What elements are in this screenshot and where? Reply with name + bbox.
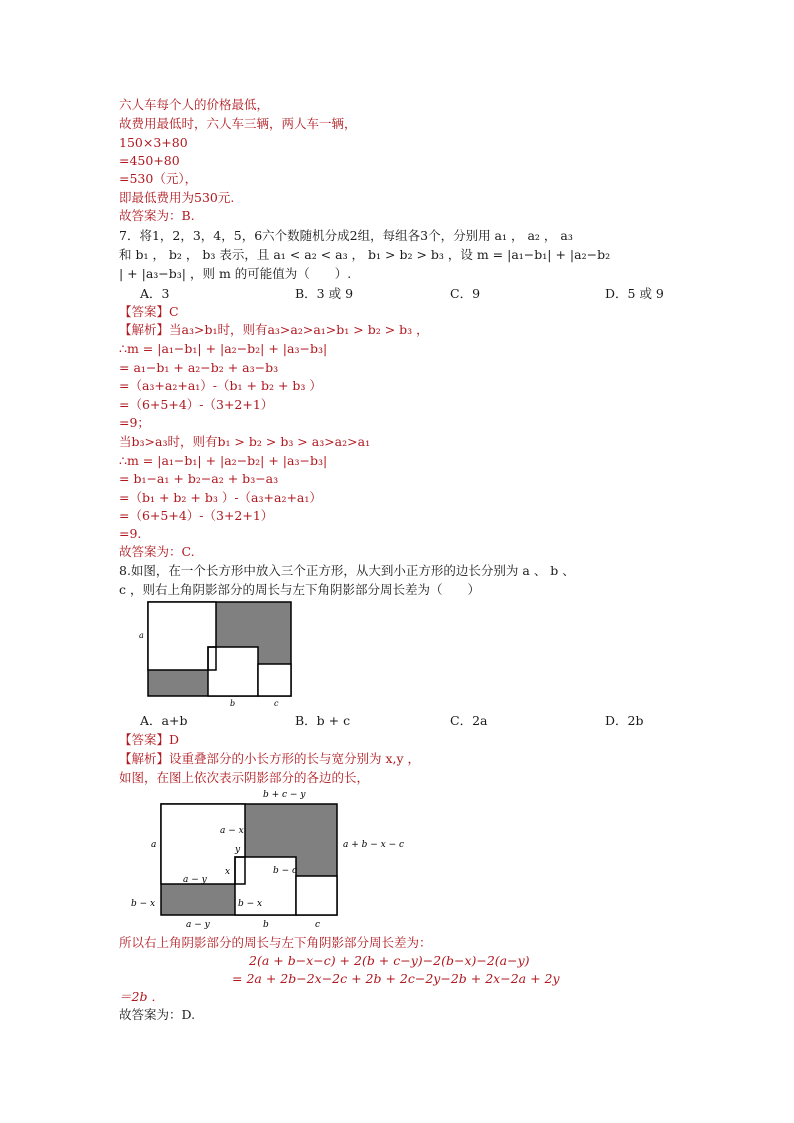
option-c: C．2a: [450, 713, 488, 728]
analysis-text: 当a₃>b₁时，则有a₃>a₂>a₁>b₁ > b₂ > b₃ ，: [169, 322, 429, 337]
answer-line: [119, 303, 179, 320]
answer-label: 【答案】: [119, 732, 170, 747]
label-a-minus-x: a − x: [220, 826, 244, 836]
analysis-line: [119, 750, 420, 767]
conclusion-text: 故答案为：B.: [119, 208, 195, 223]
text-line: 如图，在图上依次表示阴影部分的各边的长，: [119, 770, 370, 785]
square-a: [148, 602, 216, 670]
square-c: [296, 876, 337, 915]
shaded-bottom-left: [148, 670, 208, 696]
label-b: b: [263, 920, 269, 930]
figure-1: [135, 598, 305, 710]
label-a: a: [139, 631, 144, 640]
math-line: 当b₃>a₃时，则有b₁ > b₂ > b₃ > a₃>a₂>a₁: [119, 434, 371, 449]
analysis-text: 设重叠部分的小长方形的长与宽分别为 x,y ，: [169, 751, 421, 766]
label-c: c: [274, 699, 279, 708]
equation-line: ＝2b ．: [119, 989, 164, 1004]
square-c: [258, 664, 291, 696]
math-line: =9.: [119, 526, 142, 541]
text-line: 故费用最低时，六人车三辆，两人车一辆，: [119, 116, 357, 131]
answer-label: 【答案】: [119, 304, 170, 319]
label-x: x: [225, 867, 231, 877]
label-right: a + b − x − c: [343, 840, 405, 850]
math-line: = a₁−b₁ + a₂−b₂ + a₃−b₃: [119, 360, 279, 375]
option-d: D．5 或 9: [605, 286, 664, 301]
analysis-line: [119, 321, 429, 338]
figure-1-shapes: [148, 602, 291, 696]
text-line: =450+80: [119, 153, 180, 168]
math-line: =（a₃+a₂+a₁）-（b₁ + b₂ + b₃ ）: [119, 378, 322, 393]
option-b: B．3 或 9: [295, 286, 354, 301]
option-c: C．9: [450, 286, 481, 301]
answer-value: D: [169, 732, 180, 747]
shaded-bottom-left: [161, 884, 235, 915]
text-line: 即最低费用为530元.: [119, 190, 235, 205]
label-a-minus-y-bottom: a − y: [186, 920, 210, 930]
label-b-minus-x-left: b − x: [131, 899, 156, 909]
question-stem: 7．将1，2，3，4，5，6六个数随机分成2组，每组各3个，分别用 a₁ ， a₂ ， a₃: [119, 228, 573, 243]
question-stem: c ，则右上角阴影部分的周长与左下角阴影部分周长差为（ ）: [119, 582, 480, 597]
math-line: =（6+5+4）-（3+2+1）: [119, 508, 274, 523]
question-stem: | + |a₃−b₃| ，则 m 的可能值为（ ）.: [119, 266, 352, 281]
label-b-minus-x-inner: b − x: [238, 899, 263, 909]
text-line: 所以右上角阴影部分的周长与左下角阴影部分周长差为：: [119, 935, 432, 950]
figure-2: [128, 786, 418, 934]
equation-line: 2(a + b−x−c) + 2(b + c−y)−2(b−x)−2(a−y): [249, 953, 530, 968]
question-stem: 和 b₁ ， b₂ ， b₃ 表示，且 a₁ < a₂ < a₃ ， b₁ > b₂ > b₃ ，设 m = |a₁−b₁| + |a₂−b₂: [119, 247, 611, 262]
label-b: b: [230, 699, 236, 708]
text-line: 六人车每个人的价格最低，: [119, 97, 270, 112]
answer-value: C: [169, 304, 179, 319]
question-stem: 8.如图，在一个长方形中放入三个正方形，从大到小正方形的边长分别为 a 、 b 、: [119, 563, 575, 578]
answer-line: [119, 731, 179, 748]
analysis-label: 【解析】: [119, 322, 170, 337]
conclusion-text: 故答案为：D.: [119, 1007, 196, 1022]
label-c: c: [315, 920, 321, 930]
label-b-minus-c: b − c: [273, 866, 298, 876]
conclusion-text: 故答案为：C.: [119, 544, 195, 559]
square-a: [161, 804, 245, 884]
label-top: b + c − y: [263, 790, 306, 800]
label-a: a: [151, 840, 157, 850]
equation-line: = 2a + 2b−2x−2c + 2b + 2c−2y−2b + 2x−2a + 2y: [232, 971, 560, 986]
math-line: =（6+5+4）-（3+2+1）: [119, 397, 274, 412]
math-line: =（b₁ + b₂ + b₃ ）-（a₃+a₂+a₁）: [119, 490, 322, 505]
text-line: =530（元），: [119, 171, 198, 186]
option-d: D．2b: [605, 713, 644, 728]
math-line: = b₁−a₁ + b₂−a₂ + b₃−a₃: [119, 471, 279, 486]
option-a: A．3: [140, 286, 170, 301]
analysis-label: 【解析】: [119, 751, 170, 766]
math-line: ∴m = |a₁−b₁| + |a₂−b₂| + |a₃−b₃|: [119, 341, 328, 356]
option-b: B．b + c: [295, 713, 351, 728]
text-line: 150×3+80: [119, 135, 188, 150]
math-line: =9；: [119, 415, 150, 430]
math-line: ∴m = |a₁−b₁| + |a₂−b₂| + |a₃−b₃|: [119, 453, 328, 468]
label-y: y: [235, 845, 241, 855]
option-a: A．a+b: [140, 713, 188, 728]
label-a-minus-y-mid: a − y: [183, 875, 207, 885]
